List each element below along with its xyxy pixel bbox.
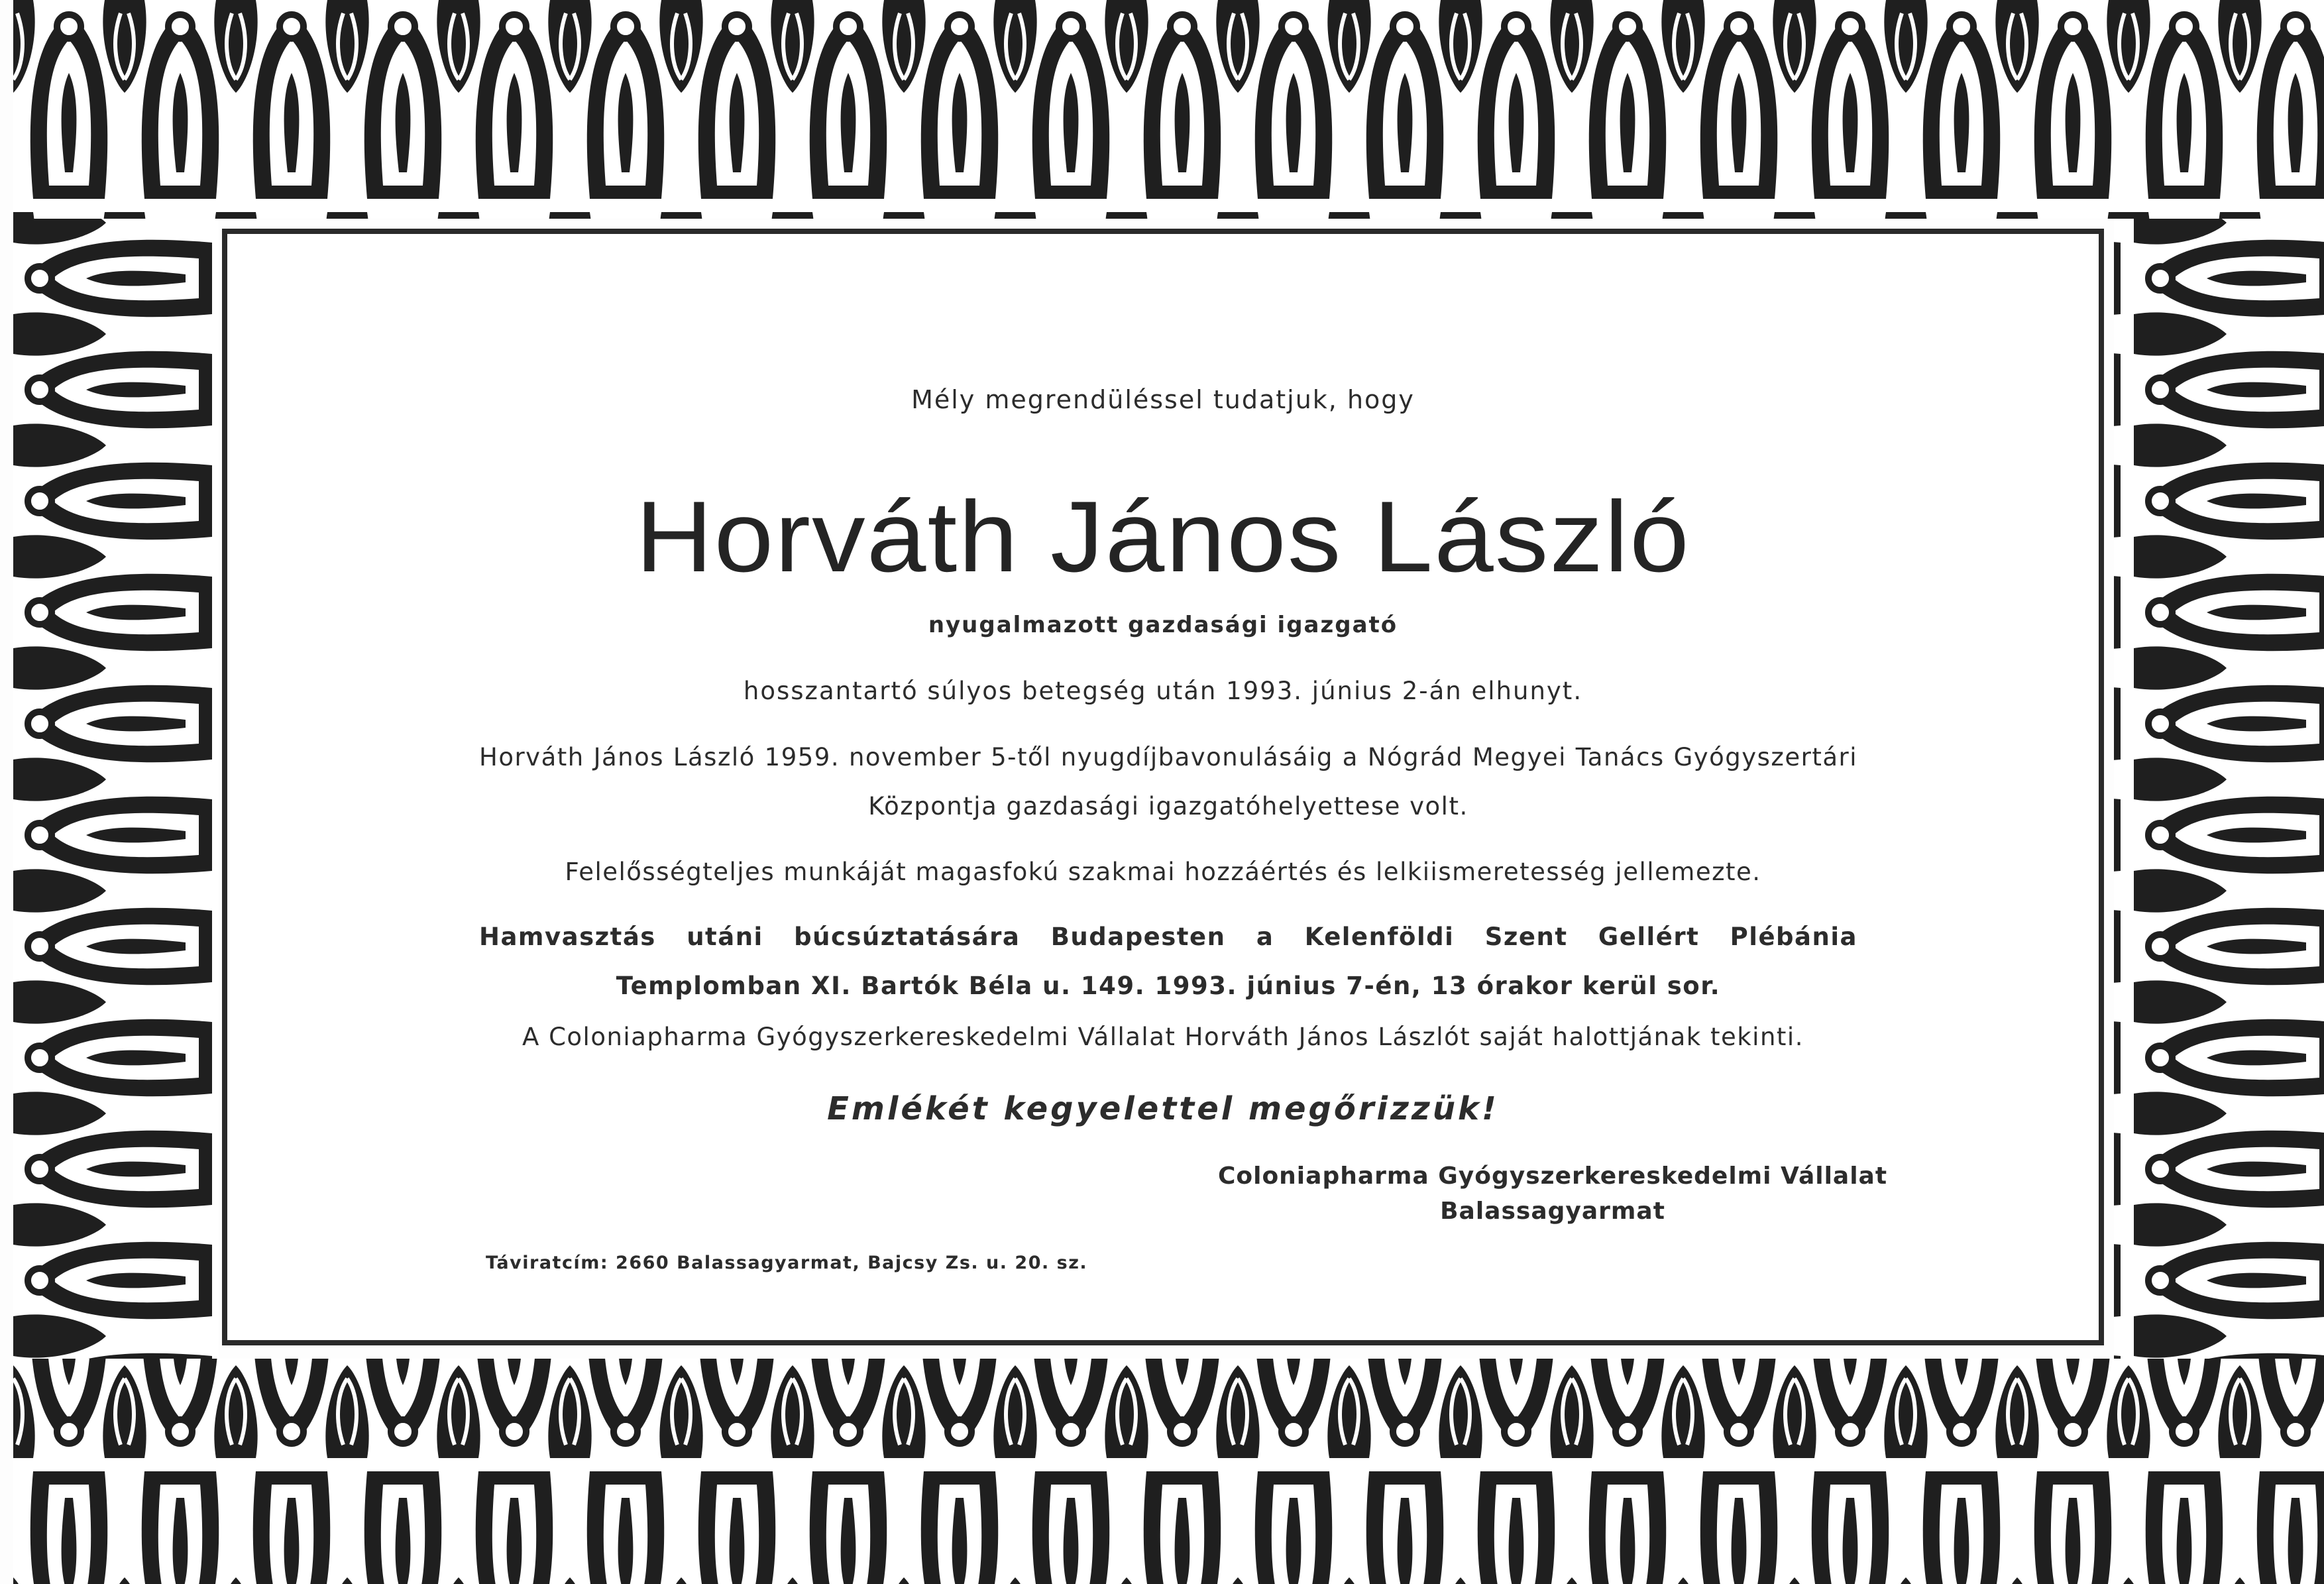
funeral-paragraph: Hamvasztás utáni búcsúztatására Budapesten a Kelenföldi Szent Gellért Plébánia Templomban XI. Bartók Béla u. 149. 1993. június 7-én, 13 órakor kerül sor. xyxy=(479,923,1857,1000)
tribute-paragraph: Felelősségteljes munkáját magasfokú szakmai hozzáértés és lelkiismeretesség jellemezte. xyxy=(565,858,1761,886)
signer-city: Balassagyarmat xyxy=(1440,1198,1665,1225)
notice-panel xyxy=(222,229,2104,1345)
position-title: nyugalmazott gazdasági igazgató xyxy=(928,612,1398,638)
telegram-address: Táviratcím: 2660 Balassagyarmat, Bajcsy Zs. u. 20. sz. xyxy=(486,1253,1088,1273)
company-statement: A Coloniapharma Gyógyszerkereskedelmi Vállalat Horváth János Lászlót saját halottjának tekinti. xyxy=(522,1023,1804,1051)
intro-line: Mély megrendüléssel tudatjuk, hogy xyxy=(911,385,1415,414)
memory-line: Emlékét kegyelettel megőrizzük! xyxy=(827,1090,1499,1127)
career-paragraph: Horváth János László 1959. november 5-től nyugdíjbavonulásáig a Nógrád Megyei Tanács Gyógyszertári Központja gazdasági igazgatóhelyettese volt. xyxy=(479,743,1857,820)
deceased-name: Horváth János László xyxy=(636,481,1690,593)
signer-company: Coloniapharma Gyógyszerkereskedelmi Vállalat xyxy=(1217,1162,1888,1190)
death-line: hosszantartó súlyos betegség után 1993. június 2-án elhunyt. xyxy=(743,677,1583,705)
